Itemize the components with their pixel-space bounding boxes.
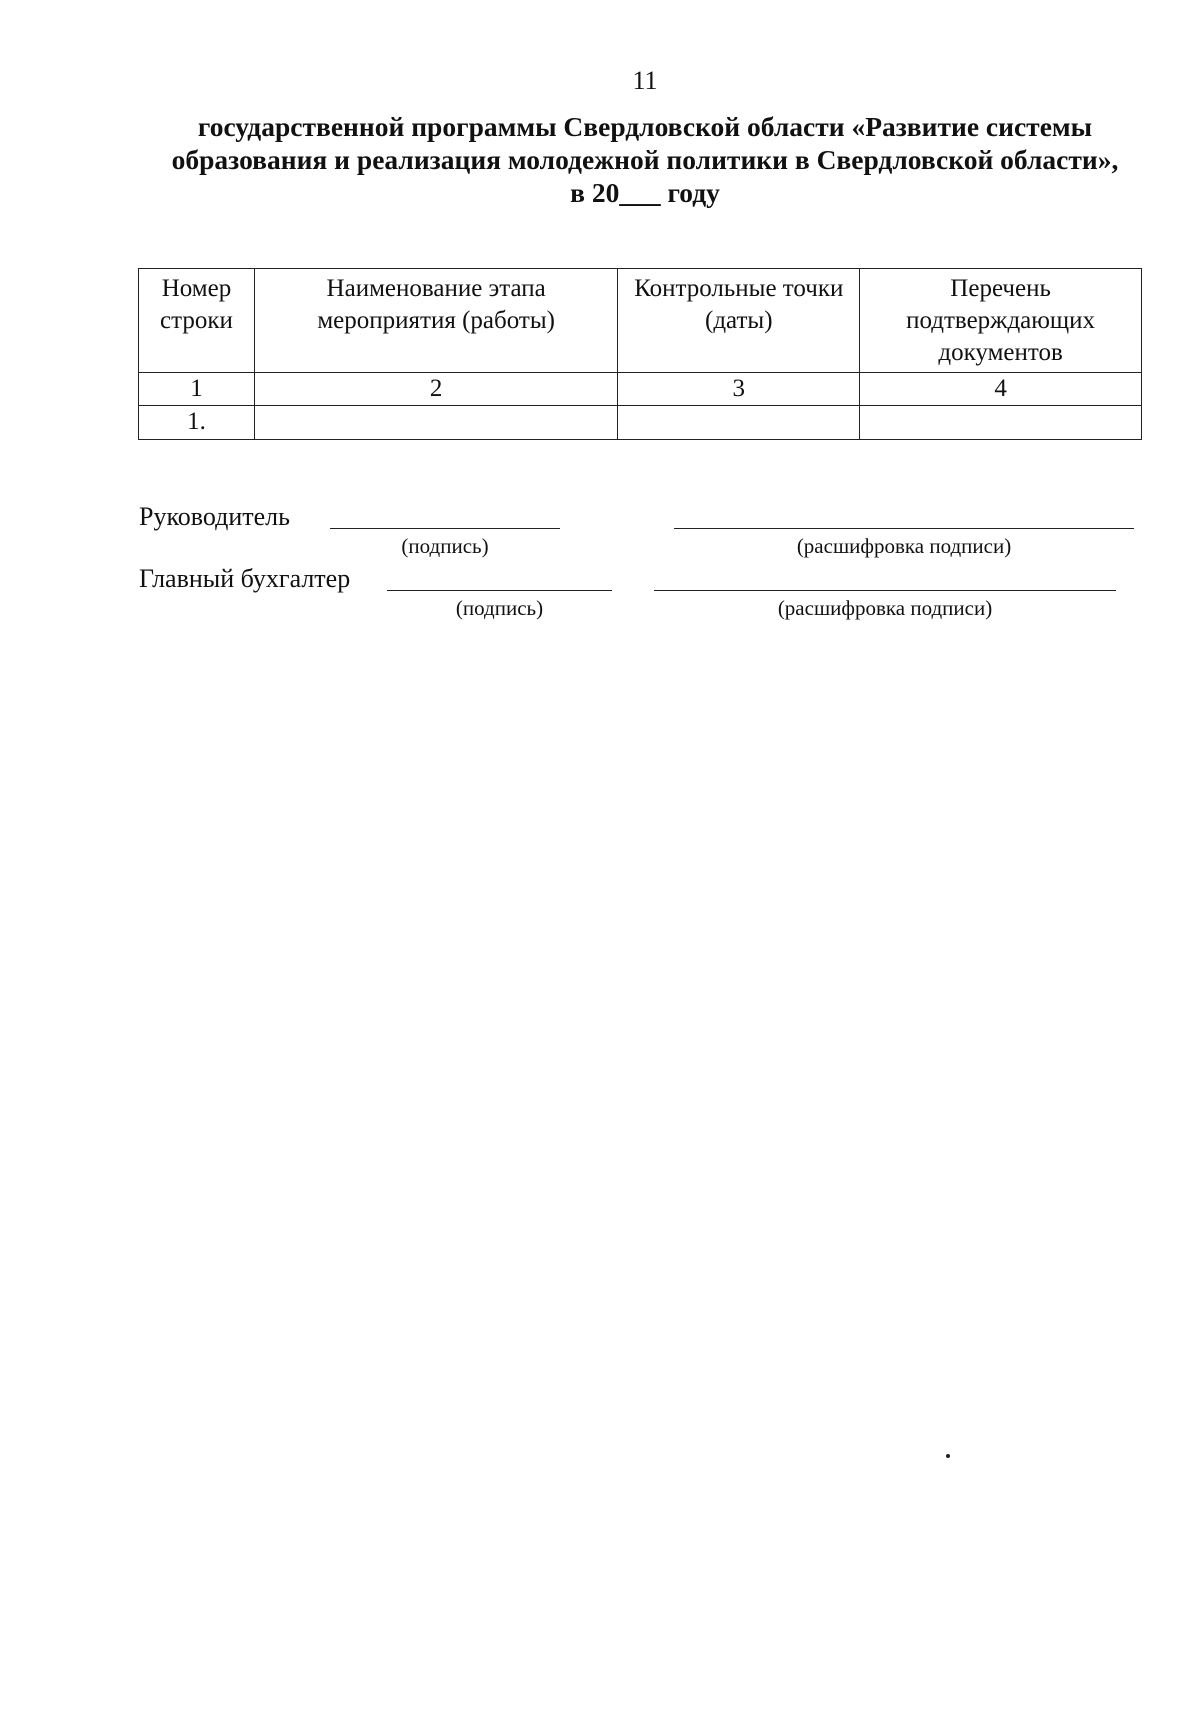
table-cell [254,406,618,440]
column-number: 2 [254,373,618,406]
column-number: 3 [618,373,860,406]
table-header-row [139,269,1142,373]
header-control-points: Контрольные точки (даты) [618,269,860,373]
column-number: 1 [139,373,255,406]
document-heading [130,110,1160,209]
director-label: Руководитель [139,502,290,531]
header-stage-name: Наименование этапа мероприятия (работы) [254,269,618,373]
accountant-signature-caption: (подпись) [455,596,544,620]
director-signature-line [330,528,560,529]
table-cell [618,406,860,440]
header-documents-list: Перечень подтверждающих документов [860,269,1142,373]
table-cell [860,406,1142,440]
accountant-decoding-caption: (расшифровка подписи) [777,596,993,620]
accountant-label: Главный бухгалтер [139,564,351,593]
page-number: 11 [632,66,658,95]
stages-table [138,268,1142,440]
director-signature-caption: (подпись) [401,534,489,558]
heading-line-3: в 20___ году [570,177,720,208]
heading-line-2: образования и реализация молодежной политики в Свердловской области», [171,144,1119,175]
stray-dot-mark [946,1454,950,1458]
heading-line-1: государственной программы Свердловской области «Развитие системы [197,111,1093,142]
column-number: 4 [860,373,1142,406]
table-row [139,406,1142,440]
table-cell: 1. [139,406,255,440]
accountant-decoding-line [654,590,1116,591]
column-numbers-row [139,373,1142,406]
header-row-number: Номер строки [139,269,255,373]
accountant-signature-line [387,590,612,591]
director-decoding-caption: (расшифровка подписи) [796,534,1012,558]
director-decoding-line [674,528,1134,529]
